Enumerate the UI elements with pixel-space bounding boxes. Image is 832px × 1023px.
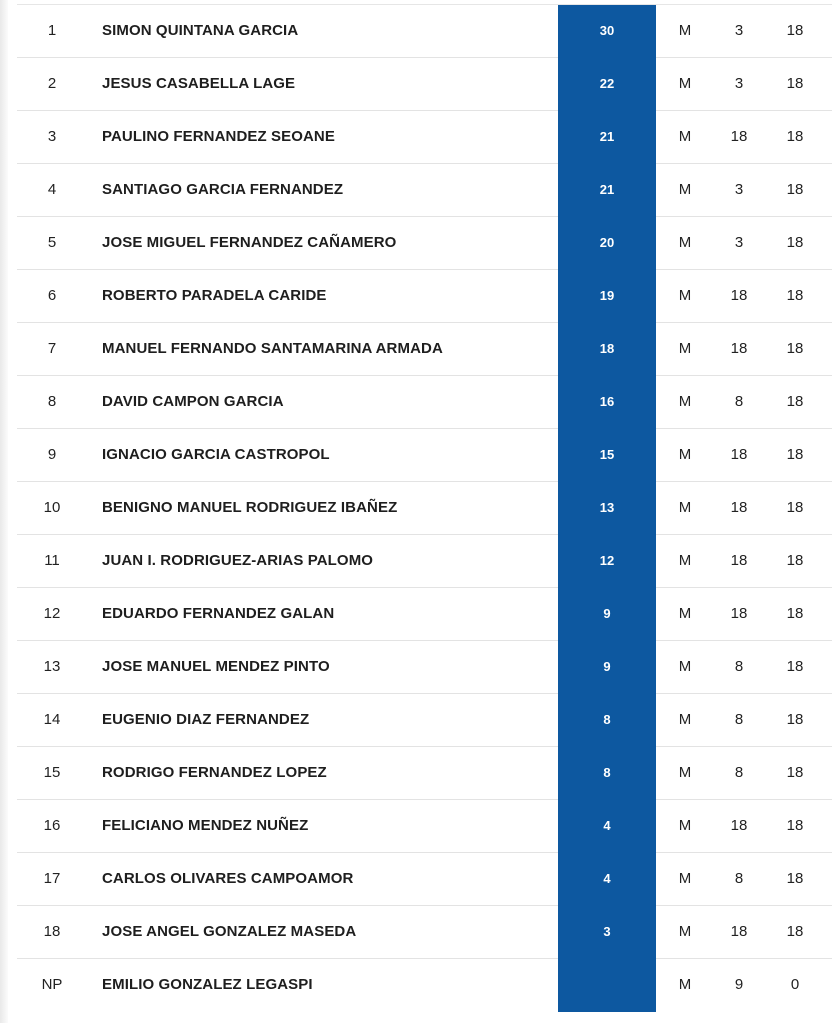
category-cell: M	[678, 22, 692, 39]
stat-cell-1: 18	[730, 340, 748, 357]
points-cell: 4	[558, 800, 656, 853]
stat-cell-2: 18	[786, 75, 804, 92]
points-cell: 13	[558, 482, 656, 535]
table-row[interactable]	[17, 800, 832, 853]
category-cell: M	[678, 181, 692, 198]
table-row[interactable]	[17, 482, 832, 535]
stat-cell-1: 18	[730, 499, 748, 516]
position-cell: 18	[43, 923, 61, 940]
points-cell: 9	[558, 641, 656, 694]
player-name-cell[interactable]: CARLOS OLIVARES CAMPOAMOR	[102, 870, 354, 887]
player-name-cell[interactable]: FELICIANO MENDEZ NUÑEZ	[102, 817, 309, 834]
stat-cell-2: 18	[786, 340, 804, 357]
player-name-cell[interactable]: JUAN I. RODRIGUEZ-ARIAS PALOMO	[102, 552, 374, 569]
position-cell: 5	[47, 234, 57, 251]
stat-cell-1: 18	[730, 552, 748, 569]
table-row[interactable]	[17, 853, 832, 906]
player-name-cell[interactable]: JOSE MANUEL MENDEZ PINTO	[102, 658, 330, 675]
points-cell: 8	[558, 747, 656, 800]
stat-cell-2: 18	[786, 552, 804, 569]
position-cell: 2	[47, 75, 57, 92]
position-cell: 10	[43, 499, 61, 516]
stat-cell-1: 18	[730, 605, 748, 622]
stat-cell-1: 3	[734, 234, 744, 251]
category-cell: M	[678, 817, 692, 834]
table-row[interactable]	[17, 906, 832, 959]
points-cell: 15	[558, 429, 656, 482]
stat-cell-2: 0	[790, 976, 800, 993]
table-row[interactable]	[17, 164, 832, 217]
position-cell: 8	[47, 393, 57, 410]
stat-cell-1: 18	[730, 923, 748, 940]
category-cell: M	[678, 605, 692, 622]
player-name-cell[interactable]: BENIGNO MANUEL RODRIGUEZ IBAÑEZ	[102, 499, 398, 516]
player-name-cell[interactable]: JOSE MIGUEL FERNANDEZ CAÑAMERO	[102, 234, 397, 251]
stat-cell-2: 18	[786, 711, 804, 728]
stat-cell-2: 18	[786, 128, 804, 145]
position-cell: 16	[43, 817, 61, 834]
stat-cell-1: 18	[730, 446, 748, 463]
table-row[interactable]	[17, 588, 832, 641]
table-row[interactable]	[17, 376, 832, 429]
position-cell: 13	[43, 658, 61, 675]
table-row[interactable]	[17, 5, 832, 58]
stat-cell-2: 18	[786, 393, 804, 410]
category-cell: M	[678, 764, 692, 781]
stat-cell-2: 18	[786, 446, 804, 463]
table-row[interactable]	[17, 429, 832, 482]
table-row[interactable]	[17, 959, 832, 1011]
stat-cell-2: 18	[786, 287, 804, 304]
stat-cell-1: 18	[730, 287, 748, 304]
stat-cell-1: 9	[734, 976, 744, 993]
table-row[interactable]	[17, 694, 832, 747]
player-name-cell[interactable]: DAVID CAMPON GARCIA	[102, 393, 284, 410]
stat-cell-1: 8	[734, 711, 744, 728]
category-cell: M	[678, 711, 692, 728]
position-cell: 3	[47, 128, 57, 145]
player-name-cell[interactable]: EDUARDO FERNANDEZ GALAN	[102, 605, 335, 622]
category-cell: M	[678, 976, 692, 993]
category-cell: M	[678, 499, 692, 516]
player-name-cell[interactable]: JOSE ANGEL GONZALEZ MASEDA	[102, 923, 357, 940]
table-row[interactable]	[17, 270, 832, 323]
points-cell: 4	[558, 853, 656, 906]
stat-cell-1: 8	[734, 764, 744, 781]
stat-cell-1: 8	[734, 393, 744, 410]
left-edge-shadow	[0, 0, 8, 1023]
stat-cell-1: 3	[734, 181, 744, 198]
stat-cell-2: 18	[786, 181, 804, 198]
stat-cell-1: 8	[734, 870, 744, 887]
player-name-cell[interactable]: RODRIGO FERNANDEZ LOPEZ	[102, 764, 327, 781]
position-cell: 15	[43, 764, 61, 781]
table-row[interactable]	[17, 111, 832, 164]
table-row[interactable]	[17, 747, 832, 800]
player-name-cell[interactable]: SIMON QUINTANA GARCIA	[102, 22, 299, 39]
points-cell: 21	[558, 111, 656, 164]
player-name-cell[interactable]: ROBERTO PARADELA CARIDE	[102, 287, 327, 304]
position-cell: 11	[44, 552, 60, 569]
points-cell	[558, 959, 656, 1012]
points-cell: 21	[558, 164, 656, 217]
category-cell: M	[678, 393, 692, 410]
table-row[interactable]	[17, 58, 832, 111]
category-cell: M	[678, 340, 692, 357]
points-cell: 12	[558, 535, 656, 588]
category-cell: M	[678, 75, 692, 92]
position-cell: 1	[47, 22, 57, 39]
results-table	[17, 4, 832, 1011]
stat-cell-2: 18	[786, 499, 804, 516]
stat-cell-2: 18	[786, 605, 804, 622]
player-name-cell[interactable]: SANTIAGO GARCIA FERNANDEZ	[102, 181, 344, 198]
points-cell: 16	[558, 376, 656, 429]
player-name-cell[interactable]: MANUEL FERNANDO SANTAMARINA ARMADA	[102, 340, 443, 357]
table-row[interactable]	[17, 323, 832, 376]
position-cell: 7	[47, 340, 57, 357]
player-name-cell[interactable]: JESUS CASABELLA LAGE	[102, 75, 296, 92]
points-cell: 22	[558, 58, 656, 111]
points-cell: 3	[558, 906, 656, 959]
stat-cell-1: 18	[730, 817, 748, 834]
table-row[interactable]	[17, 217, 832, 270]
table-row[interactable]	[17, 535, 832, 588]
position-cell: 14	[43, 711, 61, 728]
points-cell: 9	[558, 588, 656, 641]
position-cell: 4	[47, 181, 57, 198]
stat-cell-1: 8	[734, 658, 744, 675]
position-cell: 12	[43, 605, 61, 622]
player-name-cell[interactable]: EUGENIO DIAZ FERNANDEZ	[102, 711, 310, 728]
category-cell: M	[678, 234, 692, 251]
position-cell: 17	[43, 870, 61, 887]
stat-cell-2: 18	[786, 22, 804, 39]
table-row[interactable]	[17, 641, 832, 694]
player-name-cell[interactable]: PAULINO FERNANDEZ SEOANE	[102, 128, 335, 145]
points-cell: 30	[558, 5, 656, 58]
stat-cell-2: 18	[786, 870, 804, 887]
stat-cell-1: 3	[734, 22, 744, 39]
stat-cell-2: 18	[786, 764, 804, 781]
category-cell: M	[678, 128, 692, 145]
stat-cell-2: 18	[786, 658, 804, 675]
stat-cell-1: 3	[734, 75, 744, 92]
category-cell: M	[678, 446, 692, 463]
category-cell: M	[678, 658, 692, 675]
points-cell: 20	[558, 217, 656, 270]
points-cell: 19	[558, 270, 656, 323]
points-cell: 8	[558, 694, 656, 747]
position-cell: NP	[41, 976, 63, 993]
stat-cell-2: 18	[786, 817, 804, 834]
stat-cell-2: 18	[786, 234, 804, 251]
position-cell: 9	[47, 446, 57, 463]
points-cell: 18	[558, 323, 656, 376]
player-name-cell[interactable]: IGNACIO GARCIA CASTROPOL	[102, 446, 330, 463]
category-cell: M	[678, 287, 692, 304]
stat-cell-1: 18	[730, 128, 748, 145]
category-cell: M	[678, 552, 692, 569]
category-cell: M	[678, 870, 692, 887]
position-cell: 6	[47, 287, 57, 304]
stat-cell-2: 18	[786, 923, 804, 940]
category-cell: M	[678, 923, 692, 940]
player-name-cell[interactable]: EMILIO GONZALEZ LEGASPI	[102, 976, 313, 993]
